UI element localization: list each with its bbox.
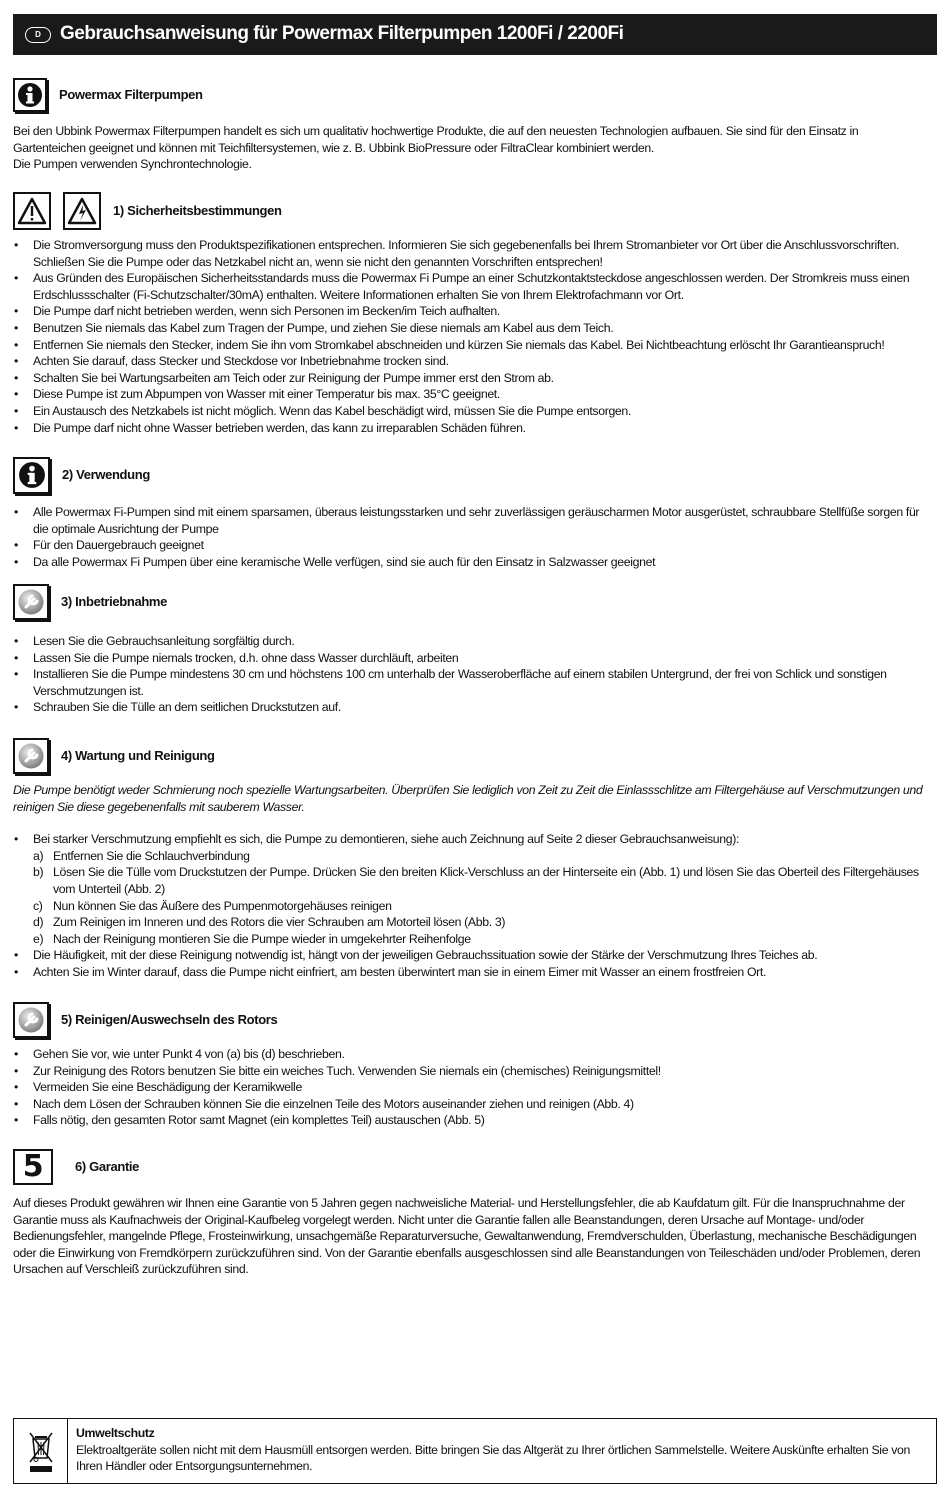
list-item: • Die Pumpe darf nicht ohne Wasser betrieben werden, das kann zu irreparablen Schäden führen. <box>13 420 931 437</box>
list-item: • Aus Gründen des Europäischen Sicherheitsstandards muss die Powermax Fi Pumpe an einer Schutzkontaktsteckdose angeschlossen werden. Der Stromkreis muss einen Erdschlussschalter (Fi-Schutzschalter/30mA) enthalten. Weitere Informationen erhalten Sie von Ihrem Elektrofachmann vor Ort. <box>13 270 931 303</box>
warranty-section <box>13 1147 931 1278</box>
list-item: • Schalten Sie bei Wartungsarbeiten am Teich oder zur Reinigung der Pumpe immer erst den Strom ab. <box>13 370 931 387</box>
list-item: • Zur Reinigung des Rotors benutzen Sie bitte ein weiches Tuch. Verwenden Sie niemals ein (chemisches) Reinigungsmittel! <box>13 1063 931 1080</box>
crossed-bin-icon <box>14 1419 68 1483</box>
maintenance-title: 4) Wartung und Reinigung <box>61 747 215 763</box>
step-item: a) Entfernen Sie die Schlauchverbindung <box>33 848 250 863</box>
info-icon <box>13 457 50 494</box>
environment-text: Elektroaltgeräte sollen nicht mit dem Hausmüll entsorgen werden. Bitte bringen Sie das Altgerät zu Ihrer örtlichen Sammelstelle. Weitere Auskünfte erhalten Sie von Ihren Händler oder Entsorgungsunternehmen. <box>76 1442 911 1474</box>
safety-list <box>13 237 931 436</box>
wrench-icon <box>13 738 49 774</box>
list-item: • Die Pumpe darf nicht betrieben werden, wenn sich Personen im Becken/im Teich aufhalten. <box>13 303 931 320</box>
list-item: • Alle Powermax Fi-Pumpen sind mit einem sparsamen, überaus leistungsstarken und sehr zuverlässigen geräuscharmen Motor ausgerüstet, schraubbare Stellfüße sorgen für die optimale Ausrichtung der Pumpe <box>13 504 931 537</box>
list-item: • Vermeiden Sie eine Beschädigung der Keramikwelle <box>13 1079 931 1096</box>
list-item: • Diese Pumpe ist zum Abpumpen von Wasser mit einer Temperatur bis max. 35°C geeignet. <box>13 386 931 403</box>
usage-section <box>13 455 931 570</box>
list-item: • Achten Sie darauf, dass Stecker und Steckdose vor Inbetriebnahme trocken sind. <box>13 353 931 370</box>
safety-section <box>13 191 931 436</box>
usage-list <box>13 504 931 570</box>
list-item: • Lesen Sie die Gebrauchsanleitung sorgfältig durch. <box>13 633 931 650</box>
list-item: • Ein Austausch des Netzkabels ist nicht möglich. Wenn das Kabel beschädigt wird, müssen Sie die Pumpe entsorgen. <box>13 403 931 420</box>
startup-section <box>13 582 931 716</box>
warning-icon <box>63 192 101 230</box>
language-badge: D <box>25 27 51 43</box>
warranty-title: 6) Garantie <box>75 1158 140 1174</box>
intro-text: Bei den Ubbink Powermax Filterpumpen handelt es sich um qualitativ hochwertige Produkte, die auf den neuesten Technologien aufbauen. Sie sind für den Einsatz in Gartenteichen geeignet und können mit Teichfiltersystemen, wie z. B. Ubbink BioPressure oder FiltraClear kombiniert werden. <box>13 124 859 155</box>
list-item: • Die Häufigkeit, mit der diese Reinigung notwendig ist, hängt von der jeweiligen Gebrauchssituation sowie der Stärke der Verschmutzung Ihres Teiches ab. <box>13 947 931 964</box>
rotor-title: 5) Reinigen/Auswechseln des Rotors <box>61 1011 278 1027</box>
list-item: • Bei starker Verschmutzung empfiehlt es sich, die Pumpe zu demontieren, siehe auch Zeichnung auf Seite 2 dieser Gebrauchsanweisung): <box>13 831 931 848</box>
intro-section <box>13 75 931 173</box>
safety-title: 1) Sicherheitsbestimmungen <box>113 202 282 218</box>
wrench-icon <box>13 584 49 620</box>
step-item: d) Zum Reinigen im Inneren und des Rotors die vier Schrauben am Motorteil lösen (Abb. 3) <box>33 915 506 930</box>
list-item: • Gehen Sie vor, wie unter Punkt 4 von (a) bis (d) beschrieben. <box>13 1046 931 1063</box>
five-year-icon: 5 <box>13 1149 53 1185</box>
info-icon <box>13 78 47 112</box>
warranty-text: Auf dieses Produkt gewähren wir Ihnen eine Garantie von 5 Jahren gegen nachweisliche Material- und Herstellungsfehler, die ab Kaufdatum gilt. Für die Inanspruchnahme der Garantie muss als Kaufnachweis der Original-Kaufbeleg vorgelegt werden. Nicht unter die Garantie fallen alle Beanstandungen, deren Ursache auf Montage- und/oder Bedienungsfehler, mangelnde Pflege, Frosteinwirkung, unsachgemäße Reparaturversuche, Gewaltanwendung, Fremdverschulden, Überlastung, mechanische Beschädigungen oder die Einwirkung von Fremdkörpern zurückzuführen sind. Von der Garantie ebenfalls ausgeschlossen sind alle Beanstandungen von Teileschäden und/oder Problemen, deren Ursachen auf Verschleiß zurückzuführen sind. <box>13 1196 921 1277</box>
step-item: b) Lösen Sie die Tülle vom Druckstutzen der Pumpe. Drücken Sie den breiten Klick-Verschluss an der Hinterseite ein (Abb. 1) und lösen Sie das Oberteil des Filtergehäuses vom Unterteil (Abb. 2) <box>33 865 919 896</box>
header-bar <box>13 14 937 55</box>
page-title: Gebrauchsanweisung für Powermax Filterpumpen 1200Fi / 2200Fi <box>60 23 624 45</box>
rotor-list <box>13 1046 931 1129</box>
step-item: c) Nun können Sie das Äußere des Pumpenmotorgehäuses reinigen <box>33 898 392 913</box>
intro-text-2: Die Pumpen verwenden Synchrontechnologie. <box>13 157 252 172</box>
maintenance-intro: Die Pumpe benötigt weder Schmierung noch spezielle Wartungsarbeiten. Überprüfen Sie lediglich von Zeit zu Zeit die Einlassschlitze am Filtergehäuse auf Verschmutzungen und reinigen Sie diese gegebenenfalls mit sauberem Wasser. <box>13 783 923 814</box>
warning-icon <box>13 192 51 230</box>
list-item: • Für den Dauergebrauch geeignet <box>13 537 931 554</box>
list-item: • Falls nötig, den gesamten Rotor samt Magnet (ein komplettes Teil) austauschen (Abb. 5) <box>13 1112 931 1129</box>
list-item: • Nach dem Lösen der Schrauben können Sie die einzelnen Teile des Motors auseinander ziehen und reinigen (Abb. 4) <box>13 1096 931 1113</box>
list-item: • Die Stromversorgung muss den Produktspezifikationen entsprechen. Informieren Sie sich gegebenenfalls bei Ihrem Stromanbieter vor Ort über die Anschlussvorschriften. Schließen Sie die Pumpe oder das Netzkabel nicht an, wenn sie nicht den genannten Vorschriften entsprechen! <box>13 237 931 270</box>
list-item: • Da alle Powermax Fi Pumpen über eine keramische Welle verfügen, sind sie auch für den Einsatz in Salzwasser geeignet <box>13 554 931 571</box>
maintenance-section <box>13 736 931 981</box>
maintenance-steps <box>13 848 931 948</box>
wrench-icon <box>13 1002 49 1038</box>
list-item: • Achten Sie im Winter darauf, dass die Pumpe nicht einfriert, am besten überwintert man sie in einem Eimer mit Wasser an einem frostfreien Ort. <box>13 964 931 981</box>
rotor-section <box>13 1000 931 1129</box>
list-item: • Lassen Sie die Pumpe niemals trocken, d.h. ohne dass Wasser durchläuft, arbeiten <box>13 650 931 667</box>
list-item: • Benutzen Sie niemals das Kabel zum Tragen der Pumpe, und ziehen Sie diese niemals am Kabel aus dem Teich. <box>13 320 931 337</box>
usage-title: 2) Verwendung <box>62 466 150 482</box>
maintenance-list-2 <box>13 947 931 980</box>
intro-title: Powermax Filterpumpen <box>59 86 203 102</box>
list-item: • Schrauben Sie die Tülle an dem seitlichen Druckstutzen auf. <box>13 699 931 716</box>
list-item: • Entfernen Sie niemals den Stecker, indem Sie ihn vom Stromkabel abschneiden und kürzen Sie niemals das Kabel. Bei Nichtbeachtung erlöscht Ihr Garantieanspruch! <box>13 337 931 354</box>
environment-title: Umweltschutz <box>76 1426 155 1440</box>
step-item: e) Nach der Reinigung montieren Sie die Pumpe wieder in umgekehrter Reihenfolge <box>33 931 471 946</box>
list-item: • Installieren Sie die Pumpe mindestens 30 cm und höchstens 100 cm unterhalb der Wasseroberfläche auf einem stabilen Untergrund, der frei von Schlick und sonstigen Verschmutzungen ist. <box>13 666 931 699</box>
startup-title: 3) Inbetriebnahme <box>61 593 168 609</box>
startup-list <box>13 633 931 716</box>
environment-box <box>13 1418 937 1484</box>
maintenance-list <box>13 831 931 848</box>
